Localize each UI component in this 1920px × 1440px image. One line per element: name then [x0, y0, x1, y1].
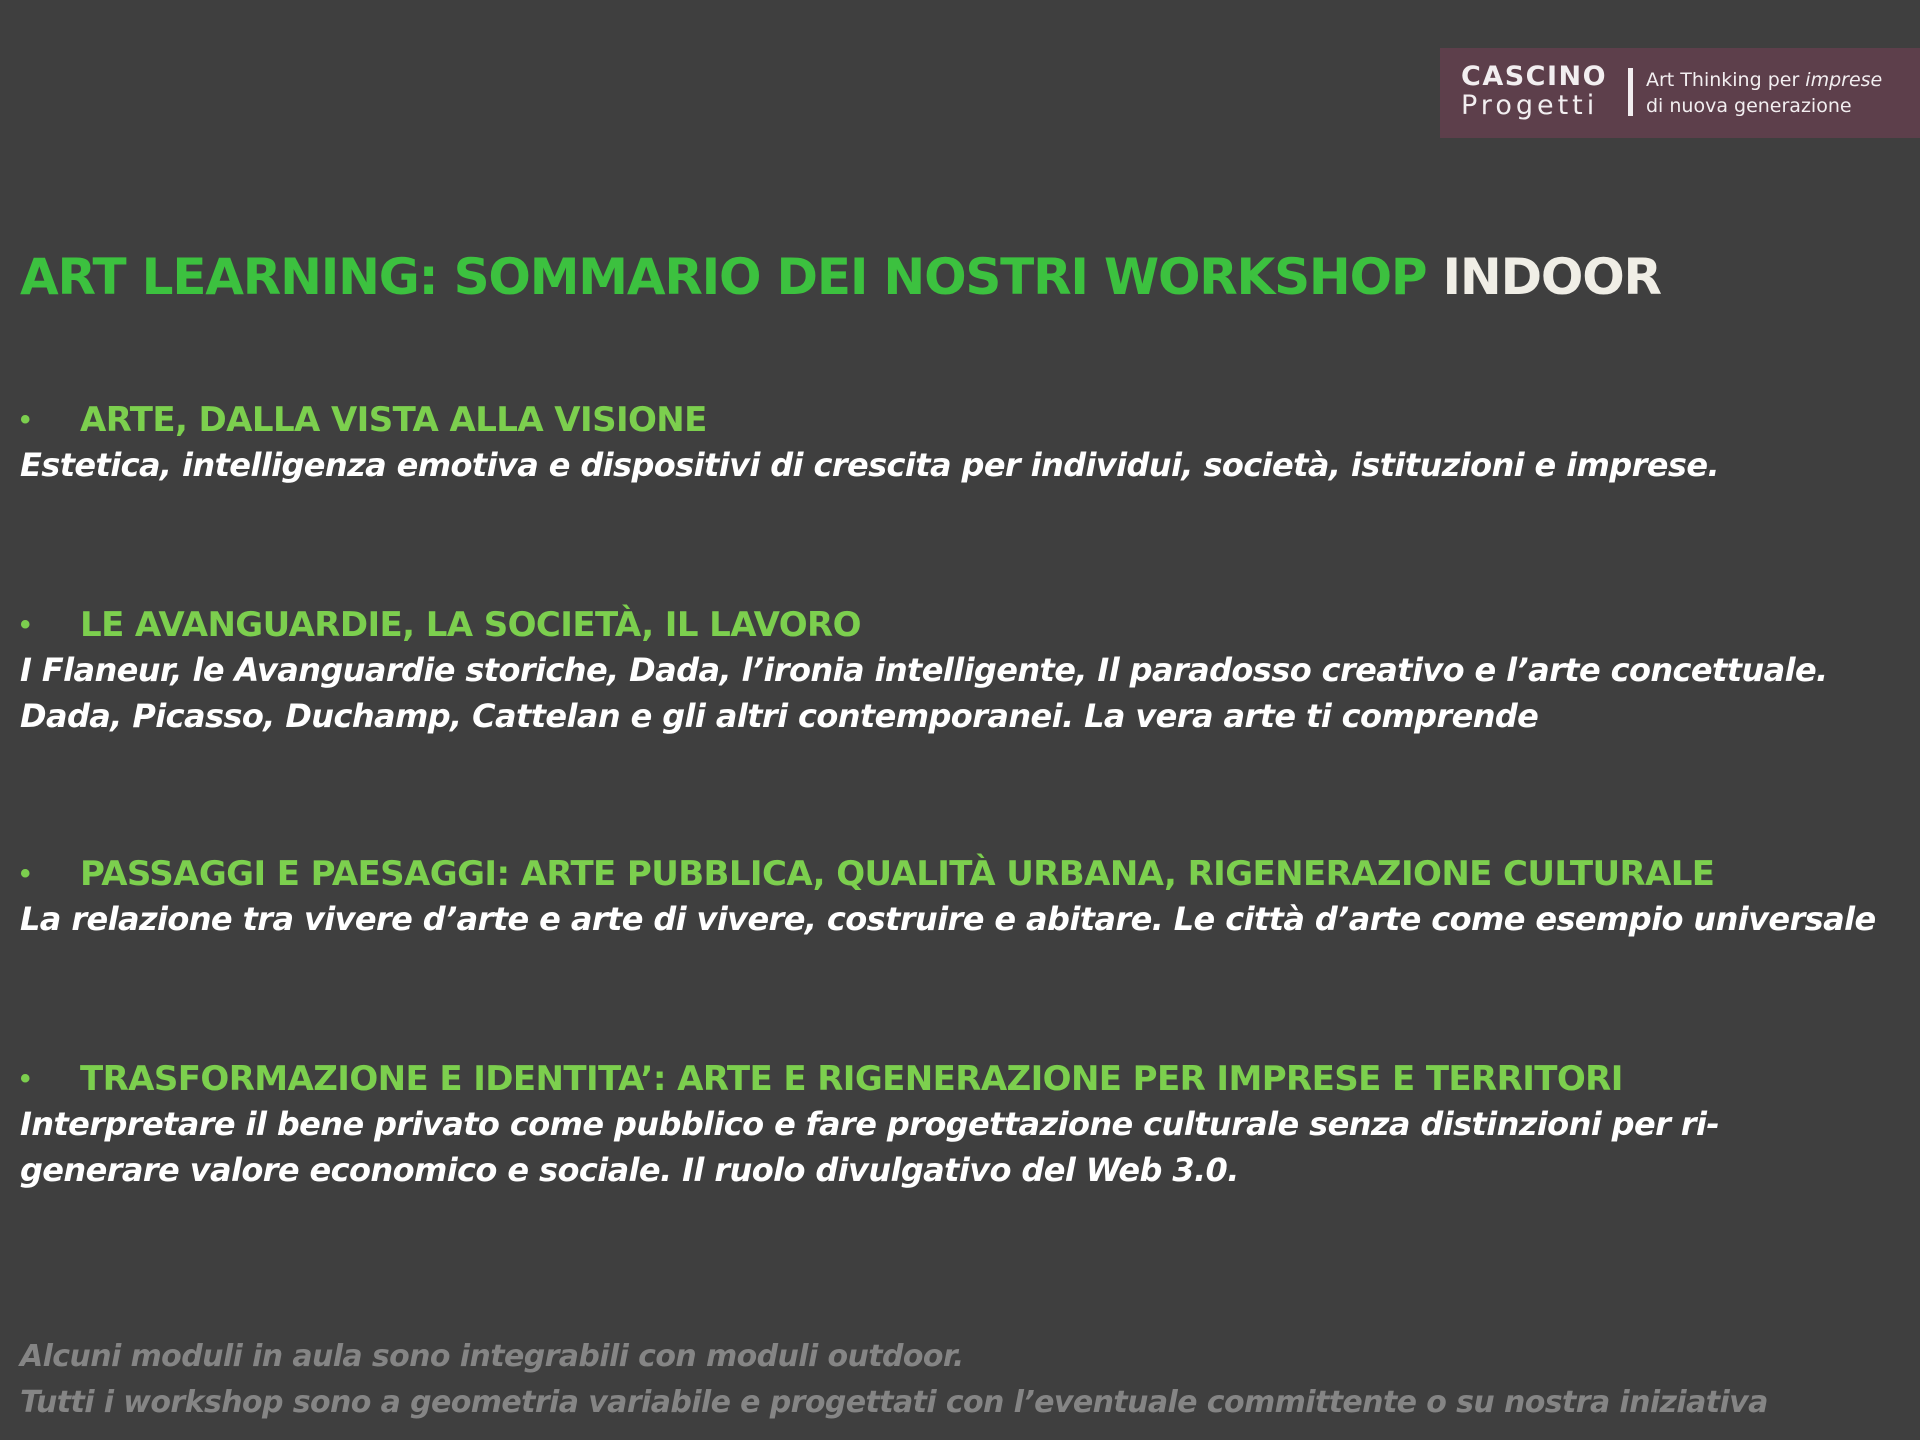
section-heading-row [20, 852, 1900, 896]
title-highlight: INDOOR [1442, 248, 1661, 306]
footer-note [20, 1334, 1768, 1426]
logo-tagline-emphasis: imprese [1805, 69, 1883, 91]
section-description-line: Dada, Picasso, Duchamp, Cattelan e gli altri contemporanei. La vera arte ti comprende [20, 697, 1539, 735]
section-description-line: Estetica, intelligenza emotiva e dispositivi di crescita per individui, società, istituzioni e imprese. [20, 446, 1719, 484]
title-main: ART LEARNING: SOMMARIO DEI NOSTRI WORKSHOP [20, 248, 1443, 306]
logo-tagline-line-1 [1646, 67, 1882, 93]
logo-wordmark [1461, 62, 1613, 120]
section-description-line: La relazione tra vivere d’arte e arte di vivere, costruire e abitare. Le città d’arte come esempio universale [20, 900, 1876, 938]
section-heading: TRASFORMAZIONE E IDENTITA’: ARTE E RIGENERAZIONE PER IMPRESE E TERRITORI [80, 1059, 1623, 1099]
workshop-section-1 [20, 398, 1900, 488]
logo-tagline-line-2: di nuova generazione [1646, 95, 1852, 117]
workshop-section-4 [20, 1057, 1900, 1193]
bullet-icon: • [20, 608, 31, 641]
page-title [20, 244, 1661, 310]
logo-sub: Progetti [1461, 90, 1599, 121]
workshop-section-2 [20, 603, 1900, 739]
footer-line: Tutti i workshop sono a geometria variabile e progettati con l’eventuale committente o su nostra iniziativa [20, 1385, 1768, 1420]
logo-tagline-text: Art Thinking per [1646, 69, 1806, 91]
bullet-icon: • [20, 403, 31, 436]
section-heading: ARTE, DALLA VISTA ALLA VISIONE [80, 400, 707, 440]
section-description-line: generare valore economico e sociale. Il ruolo divulgativo del Web 3.0. [20, 1151, 1239, 1189]
brand-logo [1440, 48, 1920, 138]
section-description-line: Interpretare il bene privato come pubblico e fare progettazione culturale senza distinzioni per ri- [20, 1105, 1720, 1143]
section-heading: PASSAGGI E PAESAGGI: ARTE PUBBLICA, QUALITÀ URBANA, RIGENERAZIONE CULTURALE [80, 854, 1715, 894]
section-heading-row [20, 1057, 1900, 1101]
bullet-icon: • [20, 857, 31, 890]
logo-tagline [1646, 67, 1882, 119]
workshop-section-3 [20, 852, 1900, 942]
section-description-line: I Flaneur, le Avanguardie storiche, Dada, l’ironia intelligente, Il paradosso creativo e l’arte concettuale. [20, 651, 1828, 689]
bullet-icon: • [20, 1062, 31, 1095]
section-heading-row [20, 603, 1900, 647]
logo-divider [1628, 68, 1633, 116]
section-heading-row [20, 398, 1900, 442]
footer-line: Alcuni moduli in aula sono integrabili con moduli outdoor. [20, 1339, 964, 1374]
section-heading: LE AVANGUARDIE, LA SOCIETÀ, IL LAVORO [80, 605, 861, 645]
logo-name: CASCINO [1461, 61, 1608, 92]
